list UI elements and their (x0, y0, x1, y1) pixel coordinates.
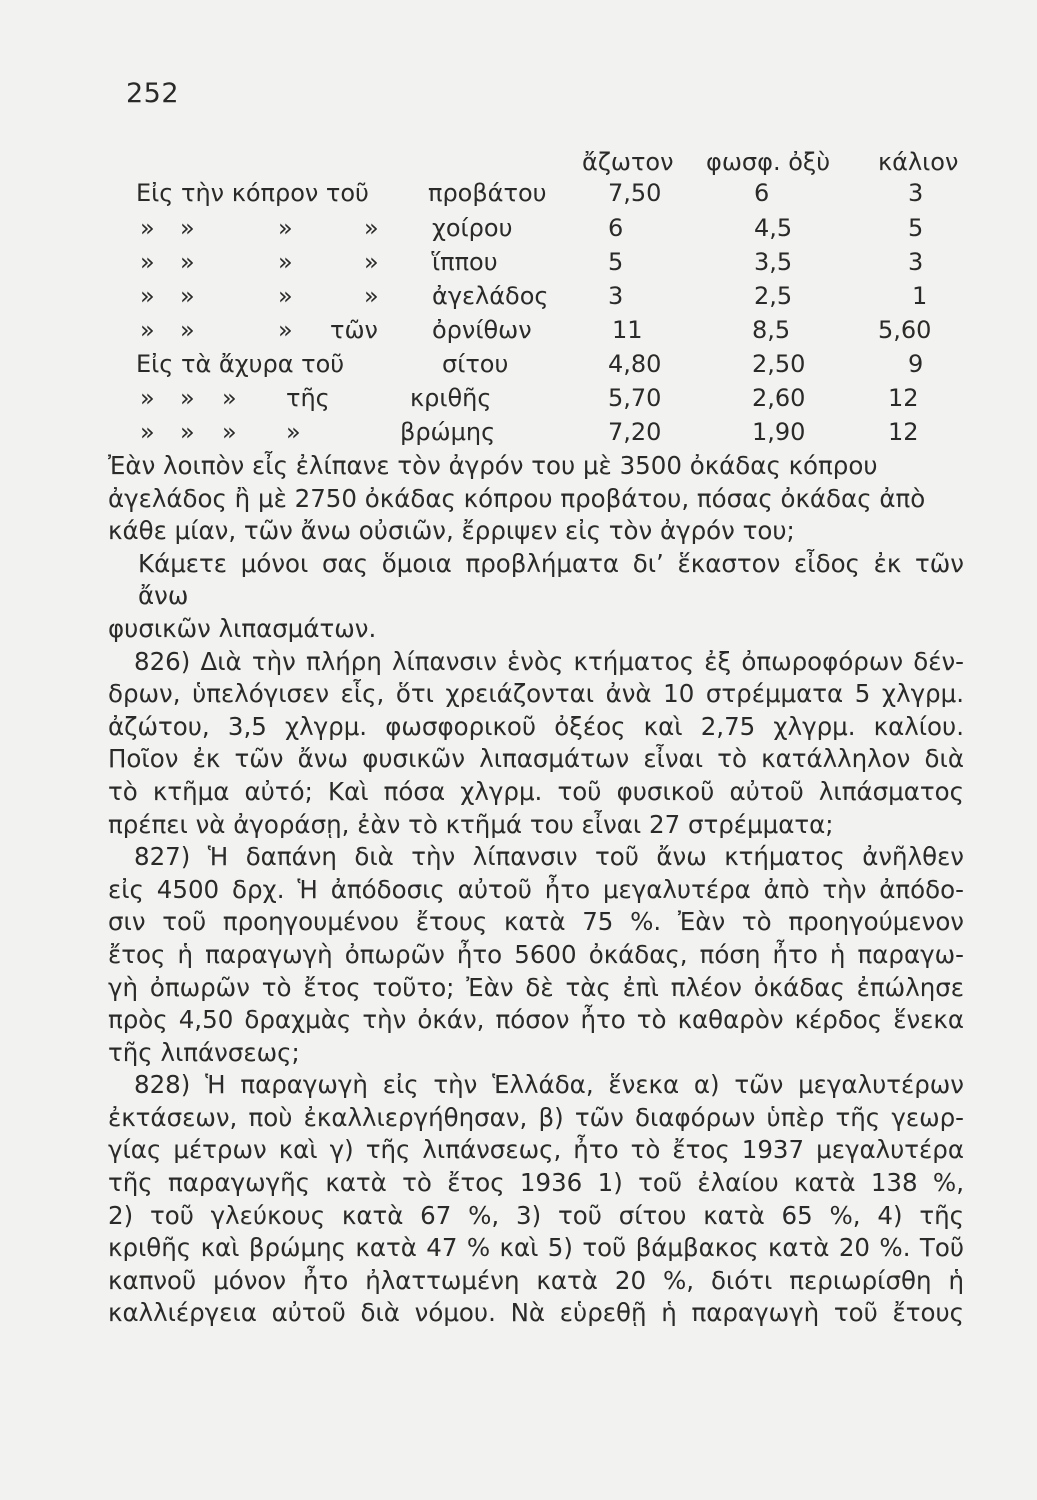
ditto-mark: » (278, 248, 293, 276)
row-item: βρώμης (400, 418, 496, 446)
row-item: σίτου (442, 350, 509, 378)
ditto-mark: » (364, 214, 379, 242)
ditto-mark: » (140, 282, 155, 310)
ditto-mark: » (278, 316, 293, 344)
row-item: προβάτου (428, 179, 547, 207)
ditto-mark: » (286, 418, 301, 446)
cell-fosf: 6 (754, 179, 770, 207)
ditto-mark: » (222, 384, 237, 412)
cell-fosf: 1,90 (752, 418, 806, 446)
cell-kalion: 5,60 (878, 316, 932, 344)
text-line: Κάμετε μόνοι σας ὅμοια προβλήματα δι’ ἕκαστον εἶδος ἐκ τῶν ἄνω (138, 548, 964, 611)
row-prefix: Εἰς τὴν κόπρον τοῦ (136, 179, 369, 207)
row-article: τῶν (330, 316, 378, 344)
cell-azoton: 7,50 (608, 179, 662, 207)
cell-fosf: 2,60 (752, 384, 806, 412)
row-item: ὀρνίθων (432, 316, 532, 344)
ditto-mark: » (278, 214, 293, 242)
text-line: ἀζώτου, 3,5 χλγρμ. φωσφορικοῦ ὀξέος καὶ 2,75 χλγρμ. καλίου. (108, 711, 964, 741)
ditto-mark: » (364, 248, 379, 276)
cell-azoton: 4,80 (608, 350, 662, 378)
text-line: σιν τοῦ προηγουμένου ἔτους κατὰ 75 %. Ἐὰν τὸ προηγούμενον (108, 907, 964, 937)
text-line: 2) τοῦ γλεύκους κατὰ 67 %, 3) τοῦ σίτου κατὰ 65 %, 4) τῆς (108, 1200, 964, 1230)
text-line: τῆς λιπάνσεως; (108, 1037, 300, 1067)
text-line: κάθε μίαν, τῶν ἄνω οὐσιῶν, ἔρριψεν εἰς τὸν ἀγρόν του; (108, 516, 795, 546)
cell-fosf: 2,50 (752, 350, 806, 378)
ditto-mark: » (180, 316, 195, 344)
text-line: καπνοῦ μόνον ἦτο ἠλαττωμένη κατὰ 20 %, διότι περιωρίσθη ἡ (108, 1265, 964, 1295)
row-prefix: Εἰς τὰ ἄχυρα τοῦ (136, 350, 345, 378)
cell-azoton: 6 (608, 214, 624, 242)
cell-azoton: 3 (608, 282, 624, 310)
text-line: 828) Ἡ παραγωγὴ εἰς τὴν Ἑλλάδα, ἕνεκα α) τῶν μεγαλυτέρων (134, 1070, 964, 1100)
column-header-kalion: κάλιον (878, 148, 959, 176)
text-line: καλλιέργεια αὐτοῦ διὰ νόμου. Νὰ εὑρεθῇ ἡ παραγωγὴ τοῦ ἔτους (108, 1298, 964, 1328)
text-line: ἔτος ἡ παραγωγὴ ὀπωρῶν ἦτο 5600 ὀκάδας, πόση ἦτο ἡ παραγω- (108, 939, 964, 969)
text-line: εἰς 4500 δρχ. Ἡ ἀπόδοσις αὐτοῦ ἦτο μεγαλυτέρα ἀπὸ τὴν ἀπόδο- (108, 874, 964, 904)
text-line: φυσικῶν λιπασμάτων. (108, 613, 377, 643)
text-line: ἀγελάδος ἢ μὲ 2750 ὀκάδας κόπρου προβάτου, πόσας ὀκάδας ἀπὸ (108, 483, 926, 513)
text-line: 826) Διὰ τὴν πλήρη λίπανσιν ἑνὸς κτήματος ἐξ ὀπωροφόρων δέν- (134, 646, 964, 676)
ditto-mark: » (180, 418, 195, 446)
column-header-azoton: ἄζωτον (582, 148, 674, 176)
cell-azoton: 5,70 (608, 384, 662, 412)
cell-kalion: 5 (908, 214, 924, 242)
row-item: χοίρου (432, 214, 513, 242)
row-item: κριθῆς (410, 384, 492, 412)
text-line: Ποῖον ἐκ τῶν ἄνω φυσικῶν λιπασμάτων εἶναι τὸ κατάλληλον διὰ (108, 744, 964, 774)
cell-kalion: 1 (912, 282, 928, 310)
ditto-mark: » (140, 248, 155, 276)
page-number: 252 (126, 78, 180, 109)
ditto-mark: » (180, 248, 195, 276)
ditto-mark: » (140, 316, 155, 344)
cell-kalion: 3 (908, 248, 924, 276)
problem-828 (108, 1069, 964, 1330)
ditto-mark: » (222, 418, 237, 446)
text-line: κριθῆς καὶ βρώμης κατὰ 47 % καὶ 5) τοῦ βάμβακος κατὰ 20 %. Τοῦ (108, 1233, 964, 1263)
text-line: τῆς παραγωγῆς κατὰ τὸ ἔτος 1936 1) τοῦ ἐλαίου κατὰ 138 %, (108, 1168, 964, 1198)
column-header-fosf: φωσφ. ὀξὺ (706, 148, 831, 176)
text-line: 827) Ἡ δαπάνη διὰ τὴν λίπανσιν τοῦ ἄνω κτήματος ἀνῆλθεν (134, 842, 964, 872)
problem-827 (108, 841, 964, 1069)
cell-kalion: 12 (888, 418, 919, 446)
cell-azoton: 7,20 (608, 418, 662, 446)
text-line: ἐκτάσεων, ποὺ ἐκαλλιεργήθησαν, β) τῶν διαφόρων ὑπὲρ τῆς γεωρ- (108, 1102, 964, 1132)
text-line: Ἐὰν λοιπὸν εἶς ἐλίπανε τὸν ἀγρόν του μὲ 3500 ὀκάδας κόπρου (108, 451, 878, 480)
text-line: πρὸς 4,50 δραχμὰς τὴν ὀκάν, πόσον ἦτο τὸ καθαρὸν κέρδος ἕνεκα (108, 1005, 964, 1035)
cell-azoton: 5 (608, 248, 624, 276)
problem-826 (108, 646, 964, 842)
ditto-mark: » (140, 384, 155, 412)
ditto-mark: » (180, 384, 195, 412)
cell-azoton: 11 (612, 316, 643, 344)
text-line: γίας μέτρων καὶ γ) τῆς λιπάνσεως, ἦτο τὸ ἔτος 1937 μεγαλυτέρα (108, 1135, 964, 1165)
cell-fosf: 2,5 (754, 282, 793, 310)
text-line: τὸ κτῆμα αὐτό; Καὶ πόσα χλγρμ. τοῦ φυσικοῦ αὐτοῦ λιπάσματος (108, 776, 964, 806)
ditto-mark: » (140, 418, 155, 446)
text-line: γὴ ὀπωρῶν τὸ ἔτος τοῦτο; Ἐὰν δὲ τὰς ἐπὶ πλέον ὀκάδας ἐπώλησε (108, 972, 964, 1002)
text-line: πρέπει νὰ ἀγοράσῃ, ἐὰν τὸ κτῆμά του εἶναι 27 στρέμματα; (108, 809, 834, 839)
cell-fosf: 8,5 (752, 316, 791, 344)
body-text (108, 450, 964, 1330)
cell-fosf: 3,5 (754, 248, 793, 276)
ditto-mark: » (278, 282, 293, 310)
row-article: τῆς (286, 384, 330, 412)
paragraph-question (108, 450, 964, 548)
cell-kalion: 9 (908, 350, 924, 378)
ditto-mark: » (364, 282, 379, 310)
row-item: ἀγελάδος (432, 282, 549, 310)
ditto-mark: » (180, 214, 195, 242)
cell-kalion: 3 (908, 179, 924, 207)
paragraph-exercise-note (108, 548, 964, 646)
ditto-mark: » (140, 214, 155, 242)
row-item: ἵππου (432, 248, 498, 276)
cell-fosf: 4,5 (754, 214, 793, 242)
ditto-mark: » (180, 282, 195, 310)
cell-kalion: 12 (888, 384, 919, 412)
text-line: δρων, ὑπελόγισεν εἷς, ὅτι χρειάζονται ἀνὰ 10 στρέμματα 5 χλγρμ. (108, 679, 964, 709)
